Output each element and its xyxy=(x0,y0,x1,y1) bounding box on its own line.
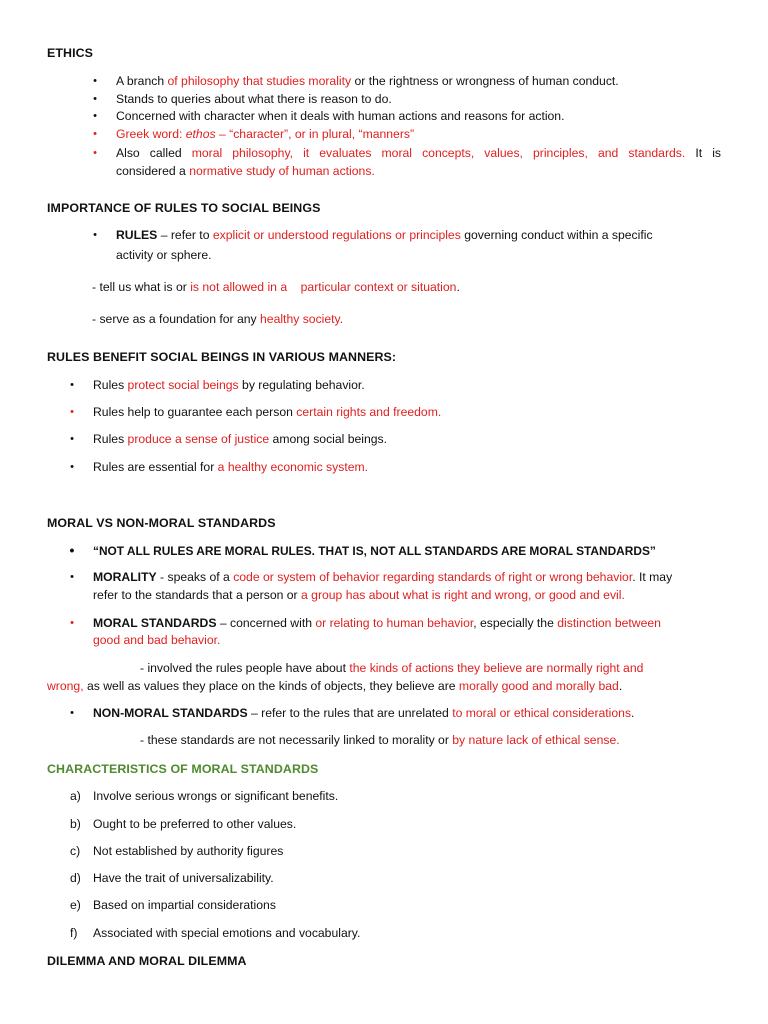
bullet-dot-icon: • xyxy=(70,433,74,445)
list-item: Ought to be preferred to other values. xyxy=(93,817,297,831)
non-moral-standards-line-2: - these standards are not necessarily linked to morality or by nature lack of ethical sense. xyxy=(140,733,620,747)
moral-rules-quote: “NOT ALL RULES ARE MORAL RULES. THAT IS, NOT ALL STANDARDS ARE MORAL STANDARDS” xyxy=(93,544,656,558)
moral-standards-involved-line-2: wrong, as well as values they place on the kinds of objects, they believe are morally good and morally bad. xyxy=(47,679,623,693)
list-item: Involve serious wrongs or significant benefits. xyxy=(93,789,339,803)
rules-tell-line: - tell us what is or is not allowed in a particular context or situation. xyxy=(92,280,460,294)
benefit-bullet-3: Rules produce a sense of justice among social beings. xyxy=(93,432,388,446)
benefit-bullet-4: Rules are essential for a healthy economic system. xyxy=(93,460,369,474)
bullet-dot-icon: • xyxy=(70,707,74,719)
bullet-dot-icon: • xyxy=(93,75,97,87)
list-item-label: f) xyxy=(70,926,78,940)
bullet-dot-icon: • xyxy=(93,229,97,241)
non-moral-standards-line-1: NON-MORAL STANDARDS – refer to the rules that are unrelated to moral or ethical considerations. xyxy=(93,706,635,720)
bullet-dot-icon: • xyxy=(70,406,74,418)
bullet-dot-icon: • xyxy=(70,379,74,391)
moral-standards-line-2: good and bad behavior. xyxy=(93,633,221,647)
ethics-bullet-4: Greek word: ethos – “character”, or in plural, “manners” xyxy=(116,127,415,141)
list-item-label: c) xyxy=(70,844,81,858)
bullet-dot-icon: • xyxy=(93,147,97,159)
morality-line-2: refer to the standards that a person or a group has about what is right and wrong, or good and evil. xyxy=(93,588,625,602)
rules-definition-line-1: RULES – refer to explicit or understood regulations or principles governing conduct within a specific xyxy=(116,228,653,242)
section-title-importance: IMPORTANCE OF RULES TO SOCIAL BEINGS xyxy=(47,201,321,215)
moral-standards-involved-line-1: - involved the rules people have about the kinds of actions they believe are normally right and xyxy=(140,661,644,675)
benefit-bullet-1: Rules protect social beings by regulating behavior. xyxy=(93,378,365,392)
list-item: Based on impartial considerations xyxy=(93,898,276,912)
bullet-dot-icon: • xyxy=(70,461,74,473)
ethics-bullet-5-line-2: considered a normative study of human actions. xyxy=(116,164,375,178)
benefit-bullet-2: Rules help to guarantee each person certain rights and freedom. xyxy=(93,405,442,419)
ethics-bullet-5-line-1: Also called moral philosophy, it evaluates moral concepts, values, principles, and standards. It is xyxy=(116,146,721,160)
morality-line-1: MORALITY - speaks of a code or system of behavior regarding standards of right or wrong behavior. It may xyxy=(93,570,673,584)
section-title-ethics: ETHICS xyxy=(47,46,94,60)
list-item-label: e) xyxy=(70,898,81,912)
ethics-bullet-2: Stands to queries about what there is reason to do. xyxy=(116,92,392,106)
rules-serve-line: - serve as a foundation for any healthy society. xyxy=(92,312,344,326)
bullet-dot-icon: • xyxy=(93,128,97,140)
list-item: Have the trait of universalizability. xyxy=(93,871,274,885)
bullet-dot-icon: • xyxy=(70,571,74,583)
bullet-dot-icon: • xyxy=(93,110,97,122)
section-title-dilemma: DILEMMA AND MORAL DILEMMA xyxy=(47,954,247,968)
list-item-label: b) xyxy=(70,817,81,831)
section-title-moral-vs: MORAL VS NON-MORAL STANDARDS xyxy=(47,516,276,530)
bullet-dot-icon: • xyxy=(70,617,74,629)
moral-standards-line-1: MORAL STANDARDS – concerned with or relating to human behavior, especially the distinction between xyxy=(93,616,661,630)
ethics-bullet-1: A branch of philosophy that studies morality or the rightness or wrongness of human conduct. xyxy=(116,74,619,88)
list-item: Not established by authority figures xyxy=(93,844,284,858)
section-title-characteristics: CHARACTERISTICS OF MORAL STANDARDS xyxy=(47,762,319,776)
bullet-dot-icon: • xyxy=(93,93,97,105)
bullet-dot-icon: • xyxy=(69,542,75,558)
list-item: Associated with special emotions and vocabulary. xyxy=(93,926,361,940)
rules-definition-line-2: activity or sphere. xyxy=(116,248,212,262)
list-item-label: a) xyxy=(70,789,81,803)
list-item-label: d) xyxy=(70,871,81,885)
section-title-benefit: RULES BENEFIT SOCIAL BEINGS IN VARIOUS MANNERS: xyxy=(47,350,397,364)
ethics-bullet-3: Concerned with character when it deals with human actions and reasons for action. xyxy=(116,109,565,123)
